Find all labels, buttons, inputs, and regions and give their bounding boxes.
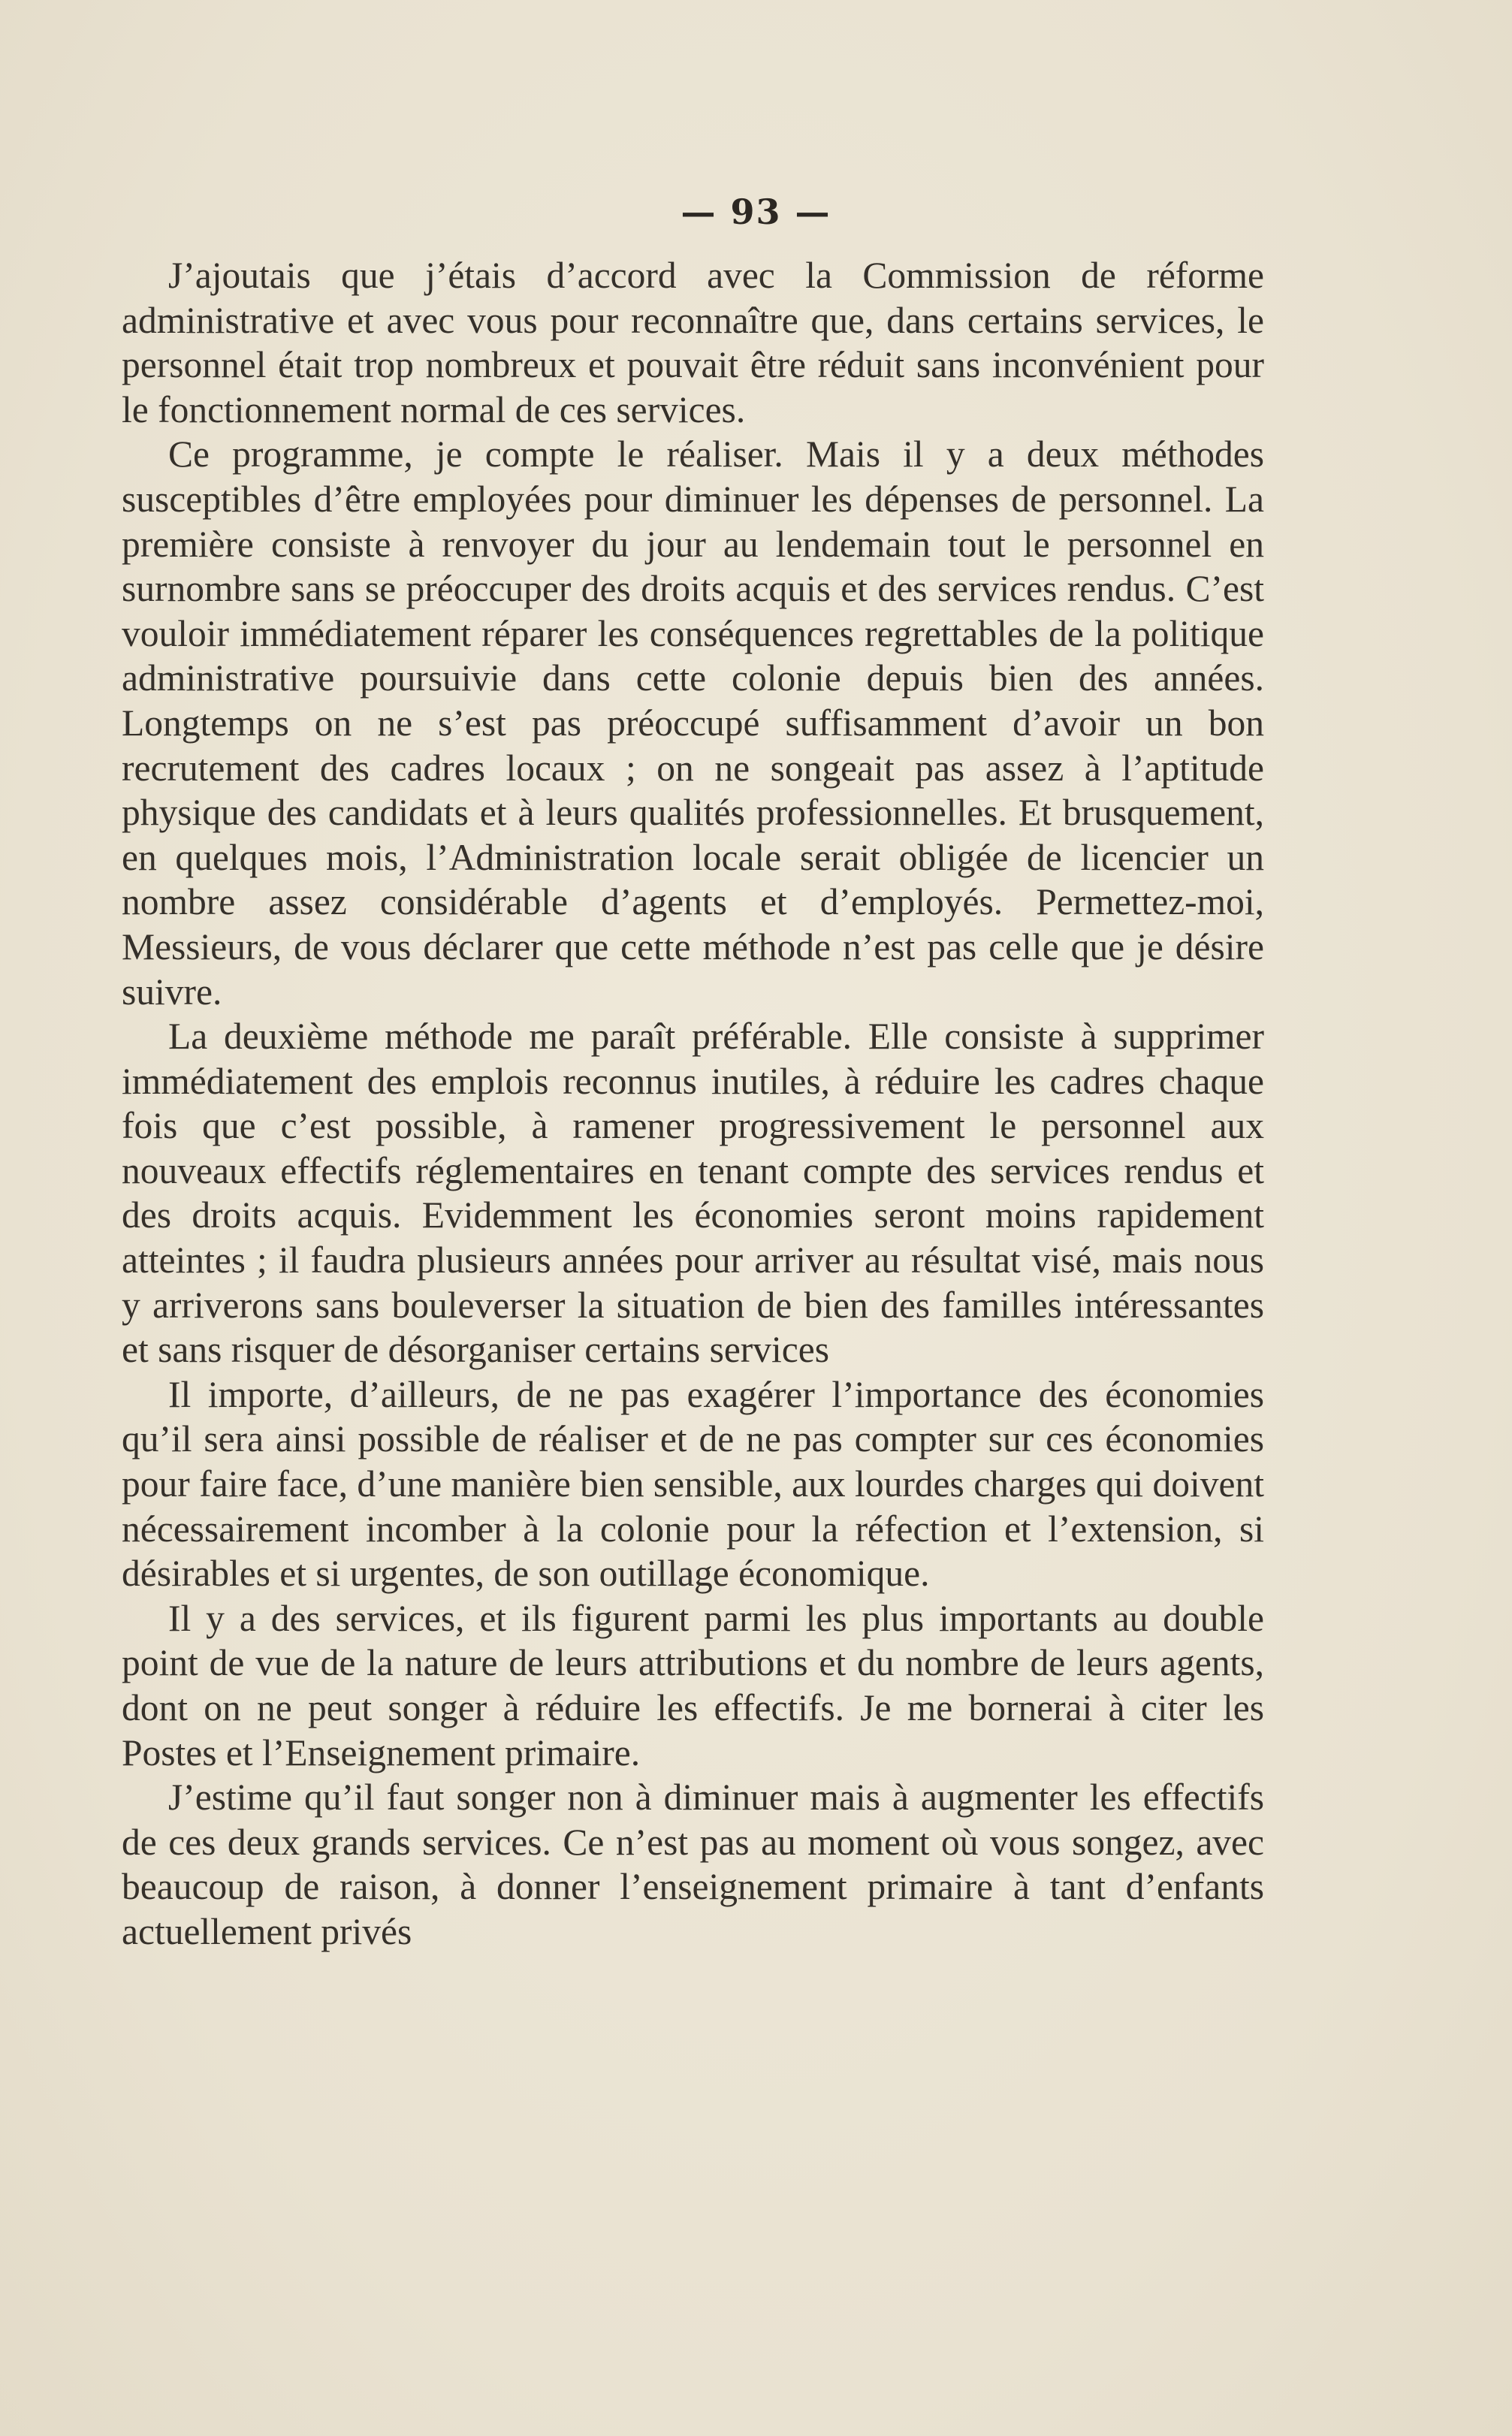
- paragraph: J’ajoutais que j’étais d’accord avec la Commission de réforme administrative et avec vous pour reconnaître que, dans certains services, le personnel était trop nombreux et pouvait être réduit sans inconvénient pour le fonctionnement normal de ces services.: [122, 255, 1264, 430]
- body-text: [122, 253, 1264, 1955]
- paragraph: Il importe, d’ailleurs, de ne pas exagérer l’importance des économies qu’il sera ainsi possible de réaliser et de ne pas compter sur ces économies pour faire face, d’une manière bien sensible, aux lourdes charges qui doivent nécessairement incomber à la colonie pour la réfection et l’extension, si désirables et si urgentes, de son outillage économique.: [122, 1373, 1264, 1595]
- paragraph: La deuxième méthode me paraît préférable. Elle consiste à supprimer immédiatement des emplois reconnus inutiles, à réduire les cadres chaque fois que c’est possible, à ramener progressivement le personnel aux nouveaux effectifs réglementaires en tenant compte des services rendus et des droits acquis. Evidemment les économies seront moins rapidement atteintes ; il faudra plusieurs années pour arriver au résultat visé, mais nous y arriverons sans bouleverser la situation de bien des familles intéressantes et sans risquer de désorganiser certains services: [122, 1016, 1264, 1371]
- paragraph: Ce programme, je compte le réaliser. Mais il y a deux méthodes susceptibles d’être employées pour diminuer les dépenses de personnel. La première consiste à renvoyer du jour au lendemain tout le personnel en surnombre sans se préoccuper des droits acquis et des services rendus. C’est vouloir immédiatement réparer les conséquences regrettables de la politique administrative poursuivie dans cette colonie depuis bien des années. Longtemps on ne s’est pas préoccupé suffisamment d’avoir un bon recrutement des cadres locaux ; on ne songeait pas assez à l’aptitude physique des candidats et à leurs qualités professionnelles. Et brusquement, en quelques mois, l’Administration locale serait obligée de licencier un nombre assez considérable d’agents et d’employés. Permettez-moi, Messieurs, de vous déclarer que cette méthode n’est pas celle que je désire suivre.: [122, 433, 1264, 1013]
- page-number: — 93 —: [681, 192, 831, 232]
- paragraph: J’estime qu’il faut songer non à diminuer mais à augmenter les effectifs de ces deux grands services. Ce n’est pas au moment où vous songez, avec beaucoup de raison, à donner l’enseignement primaire à tant d’enfants actuellement privés: [122, 1776, 1264, 1952]
- paragraph: Il y a des services, et ils figurent parmi les plus importants au double point de vue de la nature de leurs attributions et du nombre de leurs agents, dont on ne peut songer à réduire les effectifs. Je me bornerai à citer les Postes et l’Enseignement primaire.: [122, 1597, 1264, 1773]
